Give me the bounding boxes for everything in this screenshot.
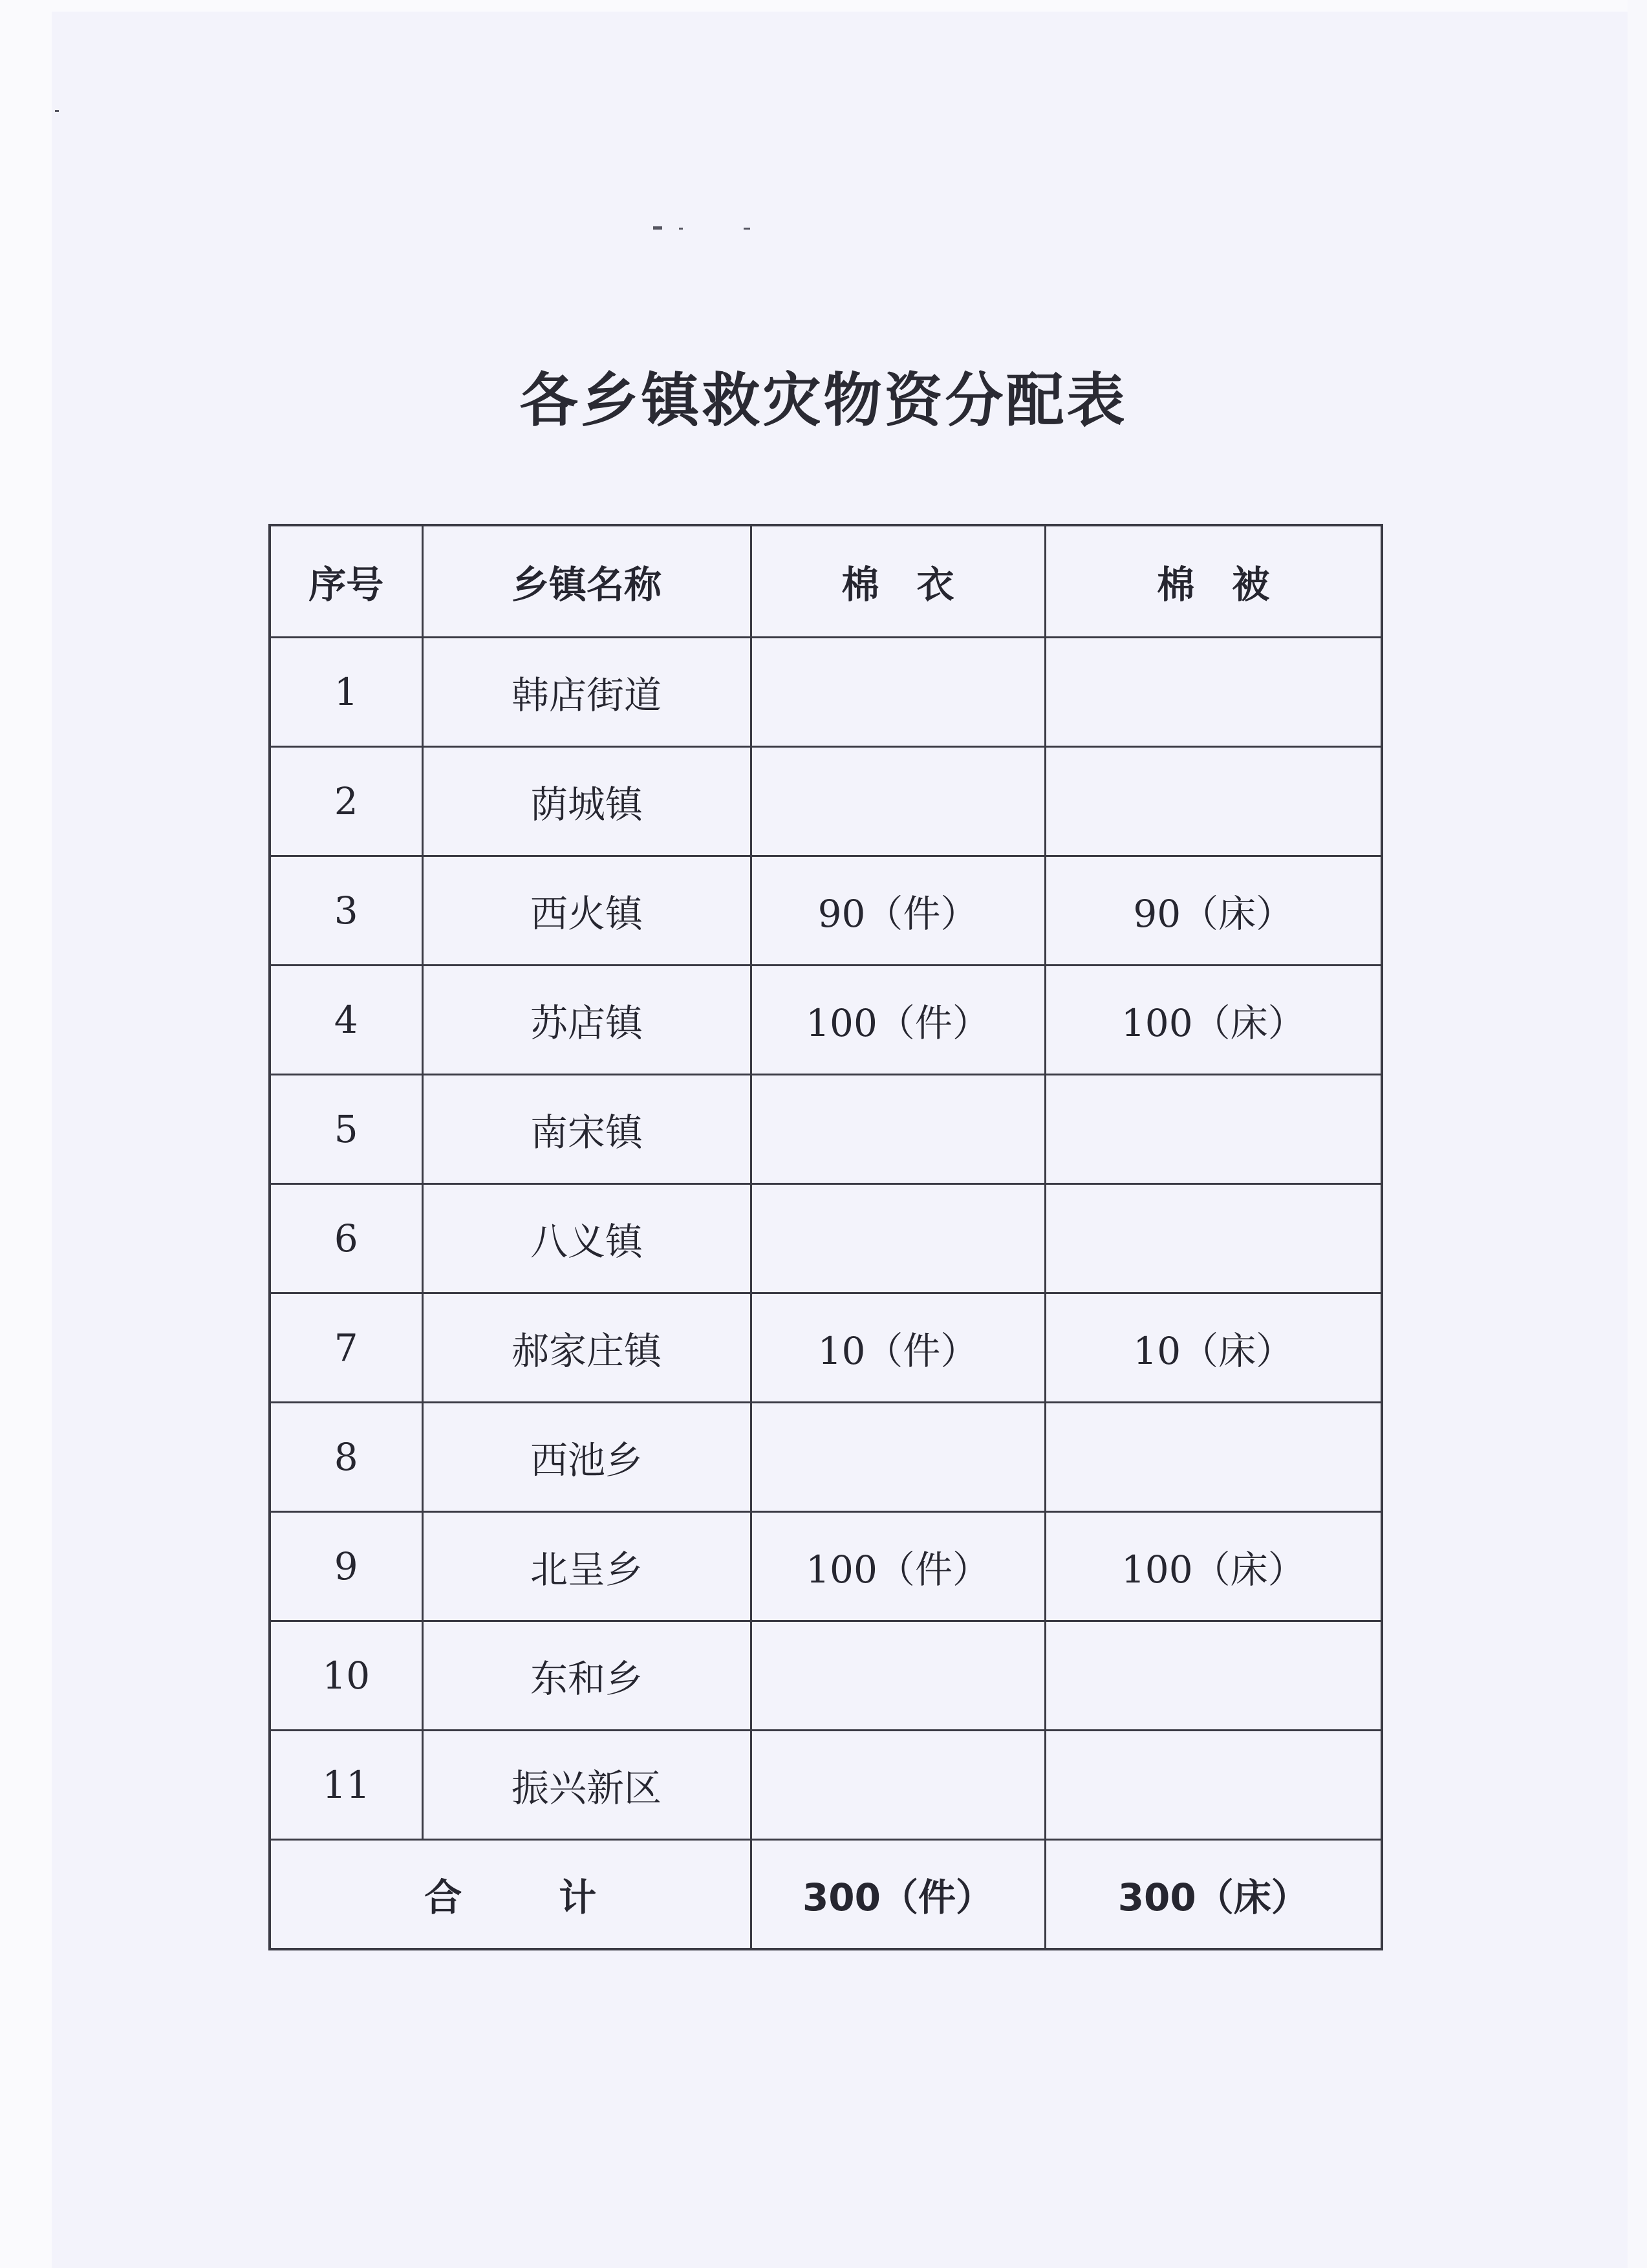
row-cotton-quilts: 10（床） [1045,1293,1382,1403]
row-serial-no: 4 [270,966,422,1075]
row-cotton-clothes: 100（件） [751,966,1045,1075]
row-serial-no: 8 [270,1403,422,1512]
table-row [270,1184,1382,1293]
table-row [270,1403,1382,1512]
row-cotton-quilts [1045,638,1382,747]
header-cotton-quilts: 棉 被 [1045,525,1382,638]
row-cotton-clothes [751,747,1045,856]
row-town-name: 北呈乡 [422,1512,751,1621]
row-cotton-clothes [751,1075,1045,1184]
table-row [270,1621,1382,1731]
row-cotton-quilts: 100（床） [1045,966,1382,1075]
header-serial-no: 序号 [270,525,422,638]
row-cotton-quilts [1045,1731,1382,1840]
row-cotton-quilts: 100（床） [1045,1512,1382,1621]
row-serial-no: 2 [270,747,422,856]
row-cotton-clothes [751,1403,1045,1512]
row-town-name: 西池乡 [422,1403,751,1512]
row-town-name: 八义镇 [422,1184,751,1293]
row-town-name: 郝家庄镇 [422,1293,751,1403]
total-cotton-clothes: 300（件） [751,1840,1045,1950]
allocation-table [268,524,1383,1950]
row-cotton-clothes: 10（件） [751,1293,1045,1403]
total-label-text: 合计 [424,1875,694,1919]
row-serial-no: 6 [270,1184,422,1293]
total-label [270,1840,751,1950]
table-total-row [270,1840,1382,1950]
row-serial-no: 3 [270,856,422,966]
scan-speck [679,228,683,230]
row-town-name: 南宋镇 [422,1075,751,1184]
scan-margin-left [0,0,52,2268]
row-serial-no: 1 [270,638,422,747]
row-serial-no: 11 [270,1731,422,1840]
row-cotton-clothes [751,1731,1045,1840]
scan-margin-top [0,0,1647,12]
row-town-name: 西火镇 [422,856,751,966]
table-row [270,966,1382,1075]
table-row [270,1293,1382,1403]
document-title: 各乡镇救灾物资分配表 [519,367,1128,435]
scan-speck [744,228,750,230]
scan-speck [55,110,59,112]
table-row [270,1731,1382,1840]
table-row [270,1512,1382,1621]
row-serial-no: 5 [270,1075,422,1184]
row-serial-no: 9 [270,1512,422,1621]
row-town-name: 荫城镇 [422,747,751,856]
scan-margin-right [1628,0,1647,2268]
row-cotton-clothes: 100（件） [751,1512,1045,1621]
row-town-name: 韩店街道 [422,638,751,747]
row-cotton-quilts: 90（床） [1045,856,1382,966]
row-town-name: 苏店镇 [422,966,751,1075]
row-cotton-clothes [751,638,1045,747]
row-cotton-clothes [751,1184,1045,1293]
table-row [270,747,1382,856]
table-row [270,1075,1382,1184]
row-cotton-quilts [1045,1075,1382,1184]
row-cotton-quilts [1045,1403,1382,1512]
header-town-name: 乡镇名称 [422,525,751,638]
row-town-name: 东和乡 [422,1621,751,1731]
table-header-row [270,525,1382,638]
scan-speck [653,226,662,230]
table-row [270,638,1382,747]
row-cotton-quilts [1045,1184,1382,1293]
row-serial-no: 10 [270,1621,422,1731]
row-cotton-quilts [1045,747,1382,856]
row-cotton-quilts [1045,1621,1382,1731]
table-row [270,856,1382,966]
row-serial-no: 7 [270,1293,422,1403]
header-cotton-clothes: 棉 衣 [751,525,1045,638]
row-town-name: 振兴新区 [422,1731,751,1840]
row-cotton-clothes [751,1621,1045,1731]
total-cotton-quilts: 300（床） [1045,1840,1382,1950]
row-cotton-clothes: 90（件） [751,856,1045,966]
